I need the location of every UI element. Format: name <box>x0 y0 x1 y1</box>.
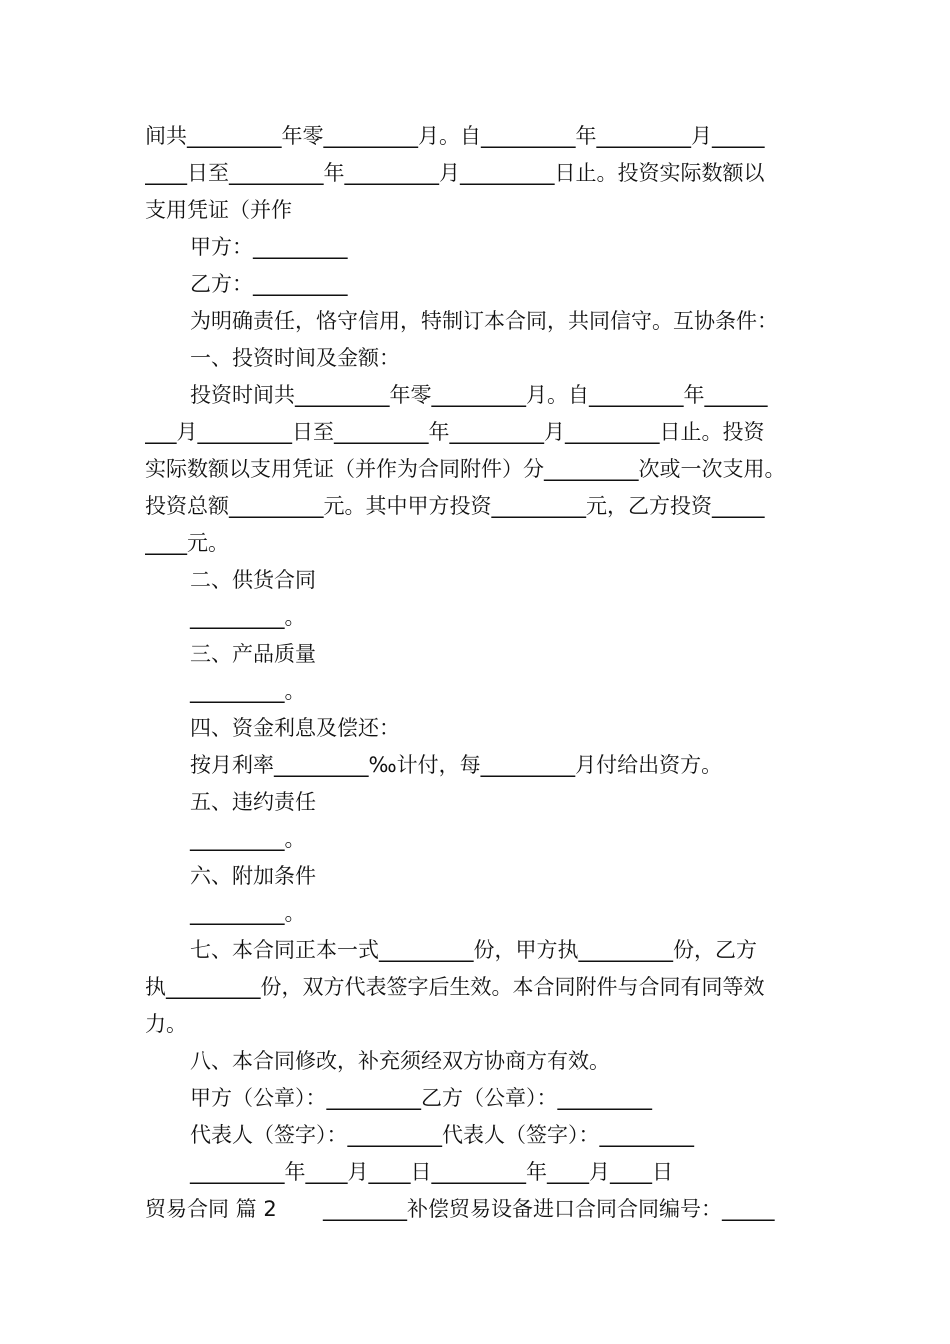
paragraph-line: 七、本合同正本一式_________份，甲方执_________份，乙方 <box>190 938 757 962</box>
paragraph-line: 执_________份，双方代表签字后生效。本合同附件与合同有同等效 <box>145 975 765 999</box>
section-heading-investment: 一、投资时间及金额： <box>190 346 400 370</box>
paragraph-line: 八、本合同修改，补充须经双方协商方有效。 <box>190 1049 610 1073</box>
seal-line: 甲方（公章）：_________乙方（公章）：_________ <box>190 1086 652 1110</box>
signature-line: 代表人（签字）：_________代表人（签字）：_________ <box>190 1123 694 1147</box>
section-heading-interest: 四、资金利息及偿还： <box>190 716 400 740</box>
preamble-line: 为明确责任，恪守信用，特制订本合同，共同信守。互协条件： <box>190 309 778 333</box>
blank-line: _________。 <box>190 679 306 703</box>
section-label: 贸易合同 篇 2 <box>145 1197 277 1221</box>
paragraph-line: ___月_________日至_________年_________月_________日止。投资 <box>145 420 765 444</box>
paragraph-line: ____日至_________年_________月_________日止。投资实际数额以 <box>145 161 765 185</box>
blank-line: _________。 <box>190 901 306 925</box>
blank-line: _________。 <box>190 827 306 851</box>
document-body <box>145 118 815 1228</box>
paragraph-line: 支用凭证（并作 <box>145 198 292 222</box>
date-line: _________年____月____日_________年____月____日 <box>190 1160 673 1184</box>
contract-heading: ________补偿贸易设备进口合同合同编号：_____ <box>323 1197 775 1221</box>
paragraph-line: 按月利率_________‰计付，每_________月付给出资方。 <box>190 753 723 777</box>
paragraph-line: 实际数额以支用凭证（并作为合同附件）分_________次或一次支用。 <box>145 457 786 481</box>
section-heading-supply: 二、供货合同 <box>190 568 316 592</box>
party-a-line: 甲方：_________ <box>190 235 348 259</box>
paragraph-line: 间共_________年零_________月。自_________年_________月_____ <box>145 124 765 148</box>
section-heading-quality: 三、产品质量 <box>190 642 316 666</box>
section-heading-breach: 五、违约责任 <box>190 790 316 814</box>
paragraph-line: 投资总额_________元。其中甲方投资_________元，乙方投资_____ <box>145 494 765 518</box>
blank-line: _________。 <box>190 605 306 629</box>
section-heading-additional: 六、附加条件 <box>190 864 316 888</box>
party-b-line: 乙方：_________ <box>190 272 348 296</box>
next-contract-heading-line <box>145 1191 815 1228</box>
paragraph-line: 力。 <box>145 1012 187 1036</box>
paragraph-line: ____元。 <box>145 531 229 555</box>
paragraph-line: 投资时间共_________年零_________月。自_________年______ <box>190 383 768 407</box>
